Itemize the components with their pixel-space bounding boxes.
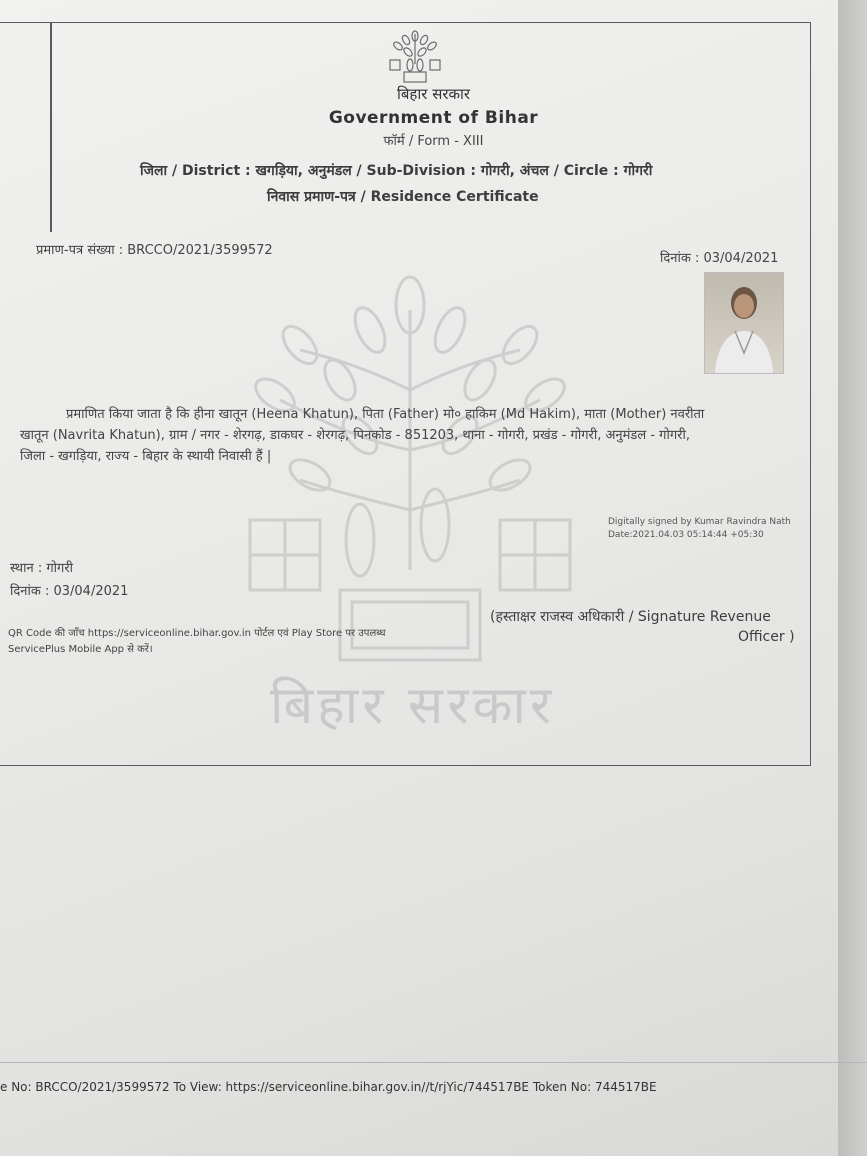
page-edge-shadow [838, 0, 867, 1156]
district-line: जिला / District : खगड़िया, अनुमंडल / Sub-Division : गोगरी, अंचल / Circle : गोगरी [140, 163, 653, 179]
signature-officer-line-1: (हस्ताक्षर राजस्व अधिकारी / Signature Revenue [490, 609, 771, 625]
gov-english: Government of Bihar [328, 108, 539, 128]
qr-note-line-1: QR Code की जाँच https://serviceonline.bihar.gov.in पोर्टल एवं Play Store पर उपलब्ध [8, 628, 386, 639]
bihar-emblem-icon [386, 30, 444, 86]
certificate-body [20, 404, 800, 467]
place-date: दिनांक : 03/04/2021 [10, 584, 129, 599]
signature-officer-line-2: Officer ) [738, 629, 795, 645]
qr-note-line-2: ServicePlus Mobile App से करें। [8, 644, 153, 655]
form-number: फॉर्म / Form - XIII [383, 134, 484, 149]
certificate-number: प्रमाण-पत्र संख्या : BRCCO/2021/3599572 [36, 243, 273, 258]
certificate-title: निवास प्रमाण-पत्र / Residence Certificate [267, 189, 539, 205]
place: स्थान : गोगरी [10, 561, 74, 576]
body-line-3: जिला - खगड़िया, राज्य - बिहार के स्थायी निवासी हैं | [20, 449, 272, 464]
digital-signature-date: Date:2021.04.03 05:14:44 +05:30 [608, 530, 764, 540]
applicant-photo [704, 272, 784, 374]
watermark-text: बिहार सरकार [270, 676, 556, 736]
issue-date: दिनांक : 03/04/2021 [660, 251, 779, 266]
body-line-2: खातून (Navrita Khatun), ग्राम / नगर - शेरगढ़, डाकघर - शेरगढ़, पिनकोड - 851203, थाना - गोगरी, प्रखंड - गोगरी, अनुमंडल - गोगरी, [20, 428, 690, 443]
footer-divider [0, 1062, 867, 1063]
body-line-1: प्रमाणित किया जाता है कि हीना खातून (Heena Khatun), पिता (Father) मो० हाकिम (Md Hakim), माता (Mother) नवरीता [66, 407, 705, 422]
footer-verification[interactable]: e No: BRCCO/2021/3599572 To View: https://serviceonline.bihar.gov.in//t/rjYic/744517BE Token No: 744517BE [0, 1080, 657, 1094]
digital-signature-name: Digitally signed by Kumar Ravindra Nath [608, 517, 791, 527]
gov-hindi: बिहार सरकार [396, 85, 471, 103]
